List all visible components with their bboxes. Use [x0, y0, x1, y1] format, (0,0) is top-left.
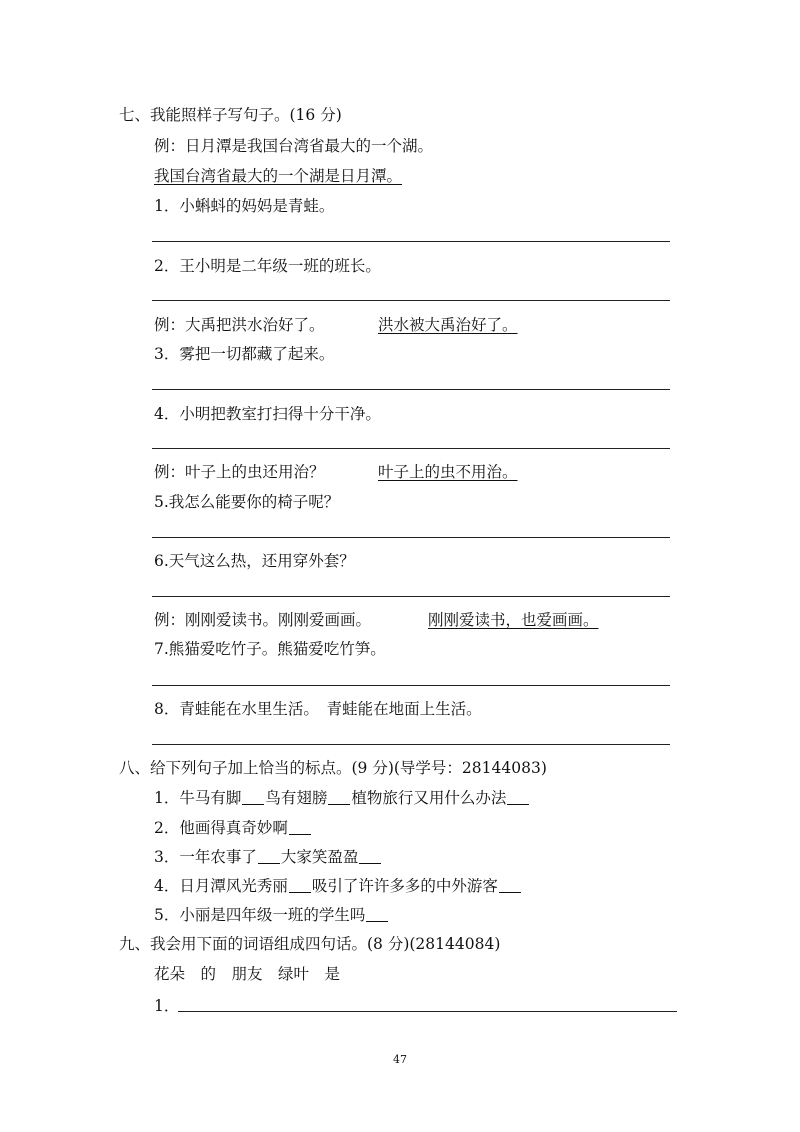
punct-item-5-text: 5．小丽是四年级一班的学生吗 [154, 906, 366, 924]
example-1-answer: 我国台湾省最大的一个湖是日月潭。 [154, 167, 403, 185]
question-1: 1．小蝌蚪的妈妈是青蛙。 [154, 197, 335, 215]
punct-item-2 [154, 818, 312, 838]
example-2-answer: 洪水被大禹治好了。 [378, 316, 518, 334]
question-3: 3．雾把一切都藏了起来。 [154, 345, 335, 363]
answer-line-2[interactable] [152, 300, 670, 301]
punct-blank[interactable] [242, 790, 264, 805]
answer-line-5[interactable] [152, 537, 670, 538]
punct-blank[interactable] [359, 849, 381, 864]
punct-blank[interactable] [366, 907, 388, 922]
example-4-answer: 刚刚爱读书，也爱画画。 [428, 611, 599, 629]
example-2-question: 例：大禹把洪水治好了。 [154, 316, 325, 334]
sentence-1-line[interactable] [178, 1011, 677, 1012]
punct-blank[interactable] [258, 849, 280, 864]
punct-blank[interactable] [499, 878, 521, 893]
punct-item-4-part-2: 吸引了许许多多的中外游客 [311, 877, 498, 895]
answer-line-7[interactable] [152, 685, 670, 686]
punct-blank[interactable] [289, 820, 311, 835]
answer-line-6[interactable] [152, 596, 670, 597]
punct-item-2-text: 2．他画得真奇妙啊 [154, 819, 288, 837]
answer-line-8[interactable] [152, 744, 670, 745]
punct-item-3-part-1: 3．一年农事了 [154, 848, 257, 866]
punct-item-5 [154, 905, 389, 925]
answer-line-3[interactable] [152, 389, 670, 390]
punct-item-4-part-1: 4．日月潭风光秀丽 [154, 877, 288, 895]
punct-item-3 [154, 847, 382, 867]
punct-blank[interactable] [507, 790, 529, 805]
section-9-title: 九、我会用下面的词语组成四句话。(8 分)(28144084) [119, 935, 501, 953]
punct-item-1-part-1: 1．牛马有脚 [154, 789, 242, 807]
punct-item-1-part-3: 植物旅行又用什么办法 [351, 789, 507, 807]
example-1-question: 例：日月潭是我国台湾省最大的一个湖。 [154, 137, 434, 155]
example-3-answer: 叶子上的虫不用治。 [378, 463, 518, 481]
word-list: 花朵 的 朋友 绿叶 是 [154, 965, 341, 983]
question-8: 8．青蛙能在水里生活。 青蛙能在地面上生活。 [154, 700, 482, 718]
punct-blank[interactable] [289, 878, 311, 893]
punct-item-1 [154, 788, 530, 808]
punct-item-4 [154, 876, 522, 896]
question-5: 5.我怎么能要你的椅子呢？ [154, 493, 340, 511]
question-6: 6.天气这么热，还用穿外套？ [154, 552, 355, 570]
section-7-title: 七、我能照样子写句子。(16 分) [119, 106, 342, 124]
section-8-title: 八、给下列句子加上恰当的标点。(9 分)(导学号：28144083) [119, 759, 547, 777]
question-4: 4．小明把教室打扫得十分干净。 [154, 405, 381, 423]
question-7: 7.熊猫爱吃竹子。熊猫爱吃竹笋。 [154, 640, 386, 658]
punct-item-3-part-2: 大家笑盈盈 [280, 848, 359, 866]
example-3-question: 例：叶子上的虫还用治？ [154, 463, 325, 481]
answer-line-1[interactable] [152, 241, 670, 242]
sentence-1-number: 1． [154, 997, 180, 1015]
answer-line-4[interactable] [152, 448, 670, 449]
question-2: 2．王小明是二年级一班的班长。 [154, 257, 381, 275]
page-number: 47 [393, 1053, 407, 1066]
example-4-question: 例：刚刚爱读书。刚刚爱画画。 [154, 611, 372, 629]
punct-blank[interactable] [328, 790, 350, 805]
punct-item-1-part-2: 鸟有翅膀 [265, 789, 328, 807]
